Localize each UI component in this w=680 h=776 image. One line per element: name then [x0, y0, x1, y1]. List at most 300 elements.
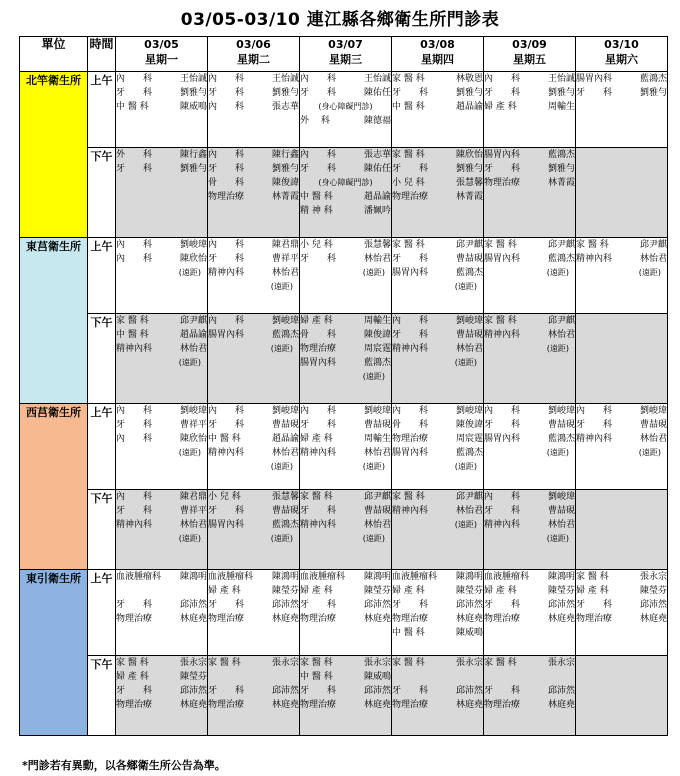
- doctor-name: 劉峻瑋: [547, 492, 575, 502]
- clinic-entry: [484, 656, 575, 670]
- clinic-entry: [576, 612, 667, 626]
- department-label: 物理治療: [484, 614, 521, 624]
- doctor-name: 劉峻瑋: [455, 316, 483, 326]
- department-label: 婦 產 科: [392, 586, 425, 596]
- doctor-name: 張永宗: [179, 658, 207, 668]
- doctor-name: 藍鴻杰: [547, 434, 575, 444]
- clinic-entry: [484, 490, 575, 504]
- doctor-name: 陳行鑫: [179, 150, 207, 160]
- doctor-name: 林怡君: [455, 344, 483, 354]
- department-label: 中 醫 科: [208, 434, 241, 444]
- doctor-name: 林庭堯: [363, 614, 391, 624]
- doctor-name: 邱尹麒: [455, 240, 483, 250]
- day-weekday: 星期一: [145, 53, 178, 66]
- clinic-entry: [300, 598, 391, 612]
- clinic-entry: [300, 418, 391, 432]
- clinic-entry: [300, 612, 391, 626]
- department-label: 腸胃內科: [576, 74, 613, 84]
- doctor-name: 林怡君: [179, 520, 207, 530]
- clinic-entry: [484, 328, 575, 342]
- department-label: 物理治療: [208, 192, 245, 202]
- doctor-name: 曹祥平: [179, 506, 207, 516]
- clinic-entry: [116, 418, 207, 432]
- department-label: 牙 科: [300, 164, 337, 174]
- unit-name: 東引衛生所: [20, 570, 88, 736]
- department-label: 內 科: [116, 254, 153, 264]
- time-slot-am: 上午: [88, 238, 116, 314]
- clinic-entry: [392, 342, 483, 356]
- department-label: 牙 科: [116, 420, 153, 430]
- department-label: 家 醫 科: [392, 492, 425, 502]
- unit-name: 北竿衛生所: [20, 72, 88, 238]
- schedule-cell: [484, 570, 576, 656]
- clinic-entry: [484, 238, 575, 252]
- department-label: 家 醫 科: [392, 658, 425, 668]
- unit-header: 單位: [20, 37, 88, 72]
- department-label: 家 醫 科: [116, 316, 149, 326]
- doctor-name: 陳瑩芬: [639, 586, 667, 596]
- department-label: 牙 科: [300, 600, 337, 610]
- doctor-name: 林庭堯: [455, 614, 483, 624]
- clinic-entry: [392, 684, 483, 698]
- doctor-name: 趙晶諭: [179, 330, 207, 340]
- doctor-name: 曹祥平: [179, 420, 207, 430]
- department-label: 精神內科: [484, 520, 521, 530]
- doctor-name: 陳鴻明: [455, 572, 483, 582]
- department-label: 內 科: [484, 406, 521, 416]
- department-label: 內 科: [576, 406, 613, 416]
- clinic-entry: [484, 314, 575, 328]
- clinic-entry: [116, 518, 207, 532]
- time-slot-pm: 下午: [88, 314, 116, 404]
- unit-name: 西莒衛生所: [20, 404, 88, 570]
- department-label: 血液腫瘤科: [300, 572, 346, 582]
- day-weekday: 星期五: [513, 53, 546, 66]
- clinic-entry: [576, 570, 667, 584]
- clinic-entry: [208, 190, 299, 204]
- clinic-entry: [300, 252, 391, 266]
- doctor-name: 王怡誠: [547, 74, 575, 84]
- clinic-entry: [300, 656, 391, 670]
- department-label: 內 科: [116, 240, 153, 250]
- department-label: 精神內科: [300, 520, 337, 530]
- schedule-cell: [116, 656, 208, 736]
- department-label: 骨 科: [300, 330, 337, 340]
- clinic-entry: [576, 72, 667, 86]
- clinic-entry: [484, 432, 575, 446]
- clinic-entry: [300, 684, 391, 698]
- clinic-entry: [484, 86, 575, 100]
- department-label: 牙 科: [576, 420, 613, 430]
- clinic-entry: [392, 570, 483, 584]
- doctor-name: 林怡君: [639, 254, 667, 264]
- doctor-name: 陳欣怡: [455, 150, 483, 160]
- remote-note: (遠距): [270, 534, 293, 543]
- remote-note: (遠距): [638, 268, 661, 277]
- department-label: 小 兒 科: [392, 178, 425, 188]
- department-label: 腸胃內科: [208, 330, 245, 340]
- department-label: 物理治療: [208, 700, 245, 710]
- department-label: 婦 產 科: [300, 586, 333, 596]
- department-label: 外 科: [300, 116, 330, 126]
- department-label: 腸胃內科: [484, 434, 521, 444]
- clinic-entry: [208, 518, 299, 532]
- schedule-cell: [300, 570, 392, 656]
- doctor-name: 林怡君: [363, 448, 391, 458]
- doctor-name: 劉雅勻: [179, 164, 207, 174]
- doctor-name: 周宸霆: [363, 344, 391, 354]
- remote-note: (遠距): [270, 462, 293, 471]
- doctor-name: 陳行鑫: [271, 150, 299, 160]
- doctor-name: 陳俊諱: [271, 178, 299, 188]
- department-label: 牙 科: [576, 600, 613, 610]
- clinic-entry: [392, 314, 483, 328]
- clinic-entry: [484, 698, 575, 712]
- remote-note: (遠距): [270, 282, 293, 291]
- schedule-row-pm: [20, 314, 668, 404]
- department-label: 牙 科: [116, 600, 153, 610]
- department-label: 內 科: [300, 406, 337, 416]
- department-label: 內 科: [484, 492, 521, 502]
- department-label: 精神內科: [208, 448, 245, 458]
- clinic-entry: [576, 598, 667, 612]
- clinic-entry: [484, 612, 575, 626]
- doctor-name: 劉峻瑋: [271, 316, 299, 326]
- schedule-cell: [484, 656, 576, 736]
- department-label: 牙 科: [484, 600, 521, 610]
- doctor-name: 陳瑩芬: [363, 586, 391, 596]
- page-title: 03/05-03/10 連江縣各鄉衛生所門診表: [180, 10, 500, 30]
- schedule-cell: [392, 570, 484, 656]
- day-weekday: 星期六: [605, 53, 638, 66]
- schedule-cell: [576, 570, 668, 656]
- department-label: 家 醫 科: [116, 658, 149, 668]
- doctor-name: 邱尹麒: [363, 492, 391, 502]
- department-label: 牙 科: [484, 420, 521, 430]
- remote-note: (遠距): [454, 520, 477, 529]
- schedule-row-am: [20, 238, 668, 314]
- department-label: 牙 科: [484, 88, 521, 98]
- department-label: 內 科: [300, 150, 337, 160]
- clinic-entry: [484, 418, 575, 432]
- doctor-name: 邱尹麒: [547, 316, 575, 326]
- department-label: 牙 科: [208, 88, 245, 98]
- doctor-name: 劉峻瑋: [363, 406, 391, 416]
- clinic-entry: [116, 656, 207, 670]
- clinic-entry: [116, 252, 207, 266]
- department-label: 精神內科: [116, 344, 153, 354]
- department-label: 物理治療: [392, 614, 429, 624]
- clinic-entry: [116, 72, 207, 86]
- clinic-entry: [300, 238, 391, 252]
- department-label: 物理治療: [484, 178, 521, 188]
- clinic-entry: [208, 328, 299, 342]
- clinic-entry: [300, 314, 391, 328]
- clinic-entry: [208, 418, 299, 432]
- doctor-name: 曹喆硯: [547, 420, 575, 430]
- clinic-entry: [208, 584, 299, 598]
- department-label: 內 科: [392, 406, 429, 416]
- department-label: 家 醫 科: [484, 240, 517, 250]
- schedule-cell: [484, 238, 576, 314]
- clinic-entry: [300, 446, 391, 460]
- department-label: 精神內科: [208, 268, 245, 278]
- time-slot-pm: 下午: [88, 490, 116, 570]
- doctor-name: 曹喆硯: [455, 330, 483, 340]
- remote-note: (遠距): [362, 462, 385, 471]
- doctor-name: 潘姵吟: [363, 206, 391, 216]
- clinic-entry: [484, 504, 575, 518]
- doctor-name: 陳鴻明: [271, 572, 299, 582]
- doctor-name: 邱沛然: [363, 686, 391, 696]
- doctor-name: 曹祥平: [271, 254, 299, 264]
- clinic-entry: [392, 626, 483, 640]
- department-label: 婦 產 科: [576, 586, 609, 596]
- clinic-entry: [116, 432, 207, 446]
- department-label: 精 神 科: [300, 206, 333, 216]
- doctor-name: 藍鴻杰: [271, 520, 299, 530]
- clinic-entry: [116, 162, 207, 176]
- doctor-name: 邱沛然: [639, 600, 667, 610]
- clinic-entry: [300, 698, 391, 712]
- department-label: 牙 科: [208, 600, 245, 610]
- schedule-cell: [300, 238, 392, 314]
- department-label: 內 科: [208, 102, 245, 112]
- doctor-name: 王怡誠: [271, 74, 299, 84]
- schedule-cell: [576, 490, 668, 570]
- clinic-entry: [576, 86, 667, 100]
- doctor-name: 陳君鼎: [271, 240, 299, 250]
- department-label: 腸胃內科: [484, 254, 521, 264]
- schedule-cell: [208, 570, 300, 656]
- blank-line: [392, 670, 483, 684]
- clinic-entry: [392, 148, 483, 162]
- doctor-name: 陳鴻明: [547, 572, 575, 582]
- clinic-entry: [116, 86, 207, 100]
- clinic-entry: [208, 684, 299, 698]
- department-label: 牙 科: [208, 164, 245, 174]
- doctor-name: 張永宗: [455, 658, 483, 668]
- doctor-name: 林怡君: [547, 520, 575, 530]
- remote-note: (遠距): [546, 268, 569, 277]
- doctor-name: 劉雅勻: [455, 164, 483, 174]
- schedule-cell: [208, 404, 300, 490]
- doctor-name: 陳威鳴: [363, 672, 391, 682]
- clinic-entry: [116, 598, 207, 612]
- doctor-name: 陳君鼎: [179, 492, 207, 502]
- blank-line: [116, 584, 207, 598]
- clinic-entry: [116, 504, 207, 518]
- clinic-entry: [392, 584, 483, 598]
- doctor-name: 邱沛然: [455, 686, 483, 696]
- department-label: 婦 產 科: [116, 672, 149, 682]
- remote-note: (遠距): [454, 358, 477, 367]
- clinic-entry: [116, 684, 207, 698]
- department-label: 內 科: [208, 406, 245, 416]
- doctor-name: 林庭堯: [547, 614, 575, 624]
- doctor-name: 林怡君: [455, 506, 483, 516]
- clinic-entry: [300, 86, 391, 100]
- department-label: 家 醫 科: [300, 492, 333, 502]
- doctor-name: 林庭堯: [271, 700, 299, 710]
- clinic-schedule-table: [19, 36, 668, 736]
- department-label: 家 醫 科: [392, 74, 425, 84]
- time-header: 時間: [88, 37, 116, 72]
- clinic-entry: [484, 176, 575, 190]
- doctor-name: 曹喆硯: [455, 254, 483, 264]
- remote-note: (遠距): [454, 462, 477, 471]
- schedule-cell: [116, 314, 208, 404]
- clinic-entry: [392, 432, 483, 446]
- clinic-entry: [300, 72, 391, 86]
- department-label: 物理治療: [208, 614, 245, 624]
- schedule-cell: [392, 404, 484, 490]
- department-label: 牙 科: [300, 420, 337, 430]
- doctor-name: 林庭堯: [547, 700, 575, 710]
- day-date: 03/08: [420, 38, 455, 51]
- doctor-name: 陳俊諱: [455, 420, 483, 430]
- schedule-row-am: [20, 404, 668, 490]
- doctor-name: 陳瑩芬: [271, 586, 299, 596]
- department-label: 物理治療: [300, 614, 337, 624]
- schedule-cell: [208, 490, 300, 570]
- doctor-name: 張永宗: [363, 658, 391, 668]
- clinic-entry: [392, 328, 483, 342]
- doctor-name: 曹喆硯: [271, 420, 299, 430]
- department-label: 牙 科: [392, 88, 429, 98]
- doctor-name: 張永宗: [639, 572, 667, 582]
- schedule-cell: [484, 404, 576, 490]
- remote-note: (遠距): [270, 344, 293, 353]
- schedule-cell: [576, 404, 668, 490]
- schedule-cell: [576, 238, 668, 314]
- doctor-name: 藍鴻杰: [455, 268, 483, 278]
- doctor-name: 陳鴻明: [363, 572, 391, 582]
- doctor-name: 邱尹麒: [639, 240, 667, 250]
- doctor-name: 曹喆硯: [639, 420, 667, 430]
- schedule-cell: [300, 148, 392, 238]
- clinic-entry: [208, 86, 299, 100]
- day-header: [208, 37, 300, 72]
- day-date: 03/10: [604, 38, 639, 51]
- doctor-name: 劉峻瑋: [179, 406, 207, 416]
- department-label: 小 兒 科: [208, 492, 241, 502]
- clinic-entry: [392, 404, 483, 418]
- doctor-name: 周輸生: [547, 102, 575, 112]
- department-label: 牙 科: [116, 506, 153, 516]
- doctor-name: 陳瑩芬: [547, 586, 575, 596]
- clinic-entry: [392, 698, 483, 712]
- department-label: 血液腫瘤科: [484, 572, 530, 582]
- doctor-name: 藍鴻杰: [547, 150, 575, 160]
- clinic-entry: [116, 612, 207, 626]
- department-label: 中 醫 科: [392, 102, 425, 112]
- clinic-entry: [300, 670, 391, 684]
- department-label: 內 科: [392, 316, 429, 326]
- doctor-name: 邱沛然: [455, 600, 483, 610]
- department-label: 牙 科: [208, 254, 245, 264]
- department-label: 血液腫瘤科: [392, 572, 438, 582]
- doctor-name: 林庭堯: [363, 700, 391, 710]
- schedule-row-pm: [20, 148, 668, 238]
- doctor-name: 劉峻瑋: [455, 406, 483, 416]
- doctor-name: 藍鴻杰: [547, 254, 575, 264]
- clinic-entry: [392, 72, 483, 86]
- day-header: [484, 37, 576, 72]
- clinic-entry: [484, 72, 575, 86]
- doctor-name: 劉雅勻: [547, 164, 575, 174]
- doctor-name: 邱沛然: [547, 600, 575, 610]
- doctor-name: 陳佑任: [363, 164, 391, 174]
- schedule-cell: [208, 148, 300, 238]
- day-date: 03/06: [236, 38, 271, 51]
- doctor-name: 林庭堯: [639, 614, 667, 624]
- schedule-cell: [208, 656, 300, 736]
- department-label: 牙 科: [208, 686, 245, 696]
- department-label: 牙 科: [208, 420, 245, 430]
- doctor-name: 藍鴻杰: [639, 74, 667, 84]
- department-label: 牙 科: [116, 686, 153, 696]
- clinic-entry: [116, 100, 207, 114]
- schedule-row-pm: [20, 490, 668, 570]
- department-label: 內 科: [208, 150, 245, 160]
- header-row: [20, 37, 668, 72]
- clinic-entry: [116, 570, 207, 584]
- schedule-cell: [116, 570, 208, 656]
- doctor-name: 邱尹麒: [547, 240, 575, 250]
- clinic-entry: [300, 204, 391, 218]
- doctor-name: 藍鴻杰: [363, 358, 391, 368]
- clinic-entry: [484, 518, 575, 532]
- clinic-entry: [300, 504, 391, 518]
- clinic-entry: [116, 238, 207, 252]
- schedule-cell: [392, 490, 484, 570]
- remote-note: (遠距): [178, 358, 201, 367]
- department-label: 牙 科: [392, 686, 429, 696]
- doctor-name: 王怡誠: [363, 74, 391, 84]
- schedule-cell: [392, 238, 484, 314]
- department-label: 內 科: [300, 74, 337, 84]
- department-label: 精神內科: [392, 506, 429, 516]
- department-label: 家 醫 科: [392, 150, 425, 160]
- remote-note: (遠距): [362, 534, 385, 543]
- clinic-entry: [300, 190, 391, 204]
- clinic-entry: [484, 404, 575, 418]
- doctor-name: 劉雅勻: [639, 88, 667, 98]
- doctor-name: 林怡君: [363, 520, 391, 530]
- department-label: 牙 科: [116, 88, 153, 98]
- department-label: 腸胃內科: [300, 358, 337, 368]
- department-label: 牙 科: [392, 600, 429, 610]
- department-label: 物理治療: [392, 434, 429, 444]
- doctor-name: 邱沛然: [179, 600, 207, 610]
- department-label: 中 醫 科: [392, 628, 425, 638]
- department-label: 內 科: [116, 406, 153, 416]
- clinic-entry: [208, 432, 299, 446]
- doctor-name: 張志華: [363, 150, 391, 160]
- schedule-cell: [576, 148, 668, 238]
- clinic-entry: [392, 418, 483, 432]
- clinic-entry: [392, 446, 483, 460]
- clinic-entry: [300, 342, 391, 356]
- doctor-name: 林庭堯: [179, 700, 207, 710]
- clinic-entry: [300, 114, 391, 128]
- doctor-name: 劉雅勻: [271, 88, 299, 98]
- clinic-entry: [484, 252, 575, 266]
- clinic-entry: [116, 328, 207, 342]
- doctor-name: 張永宗: [547, 658, 575, 668]
- clinic-entry: [208, 598, 299, 612]
